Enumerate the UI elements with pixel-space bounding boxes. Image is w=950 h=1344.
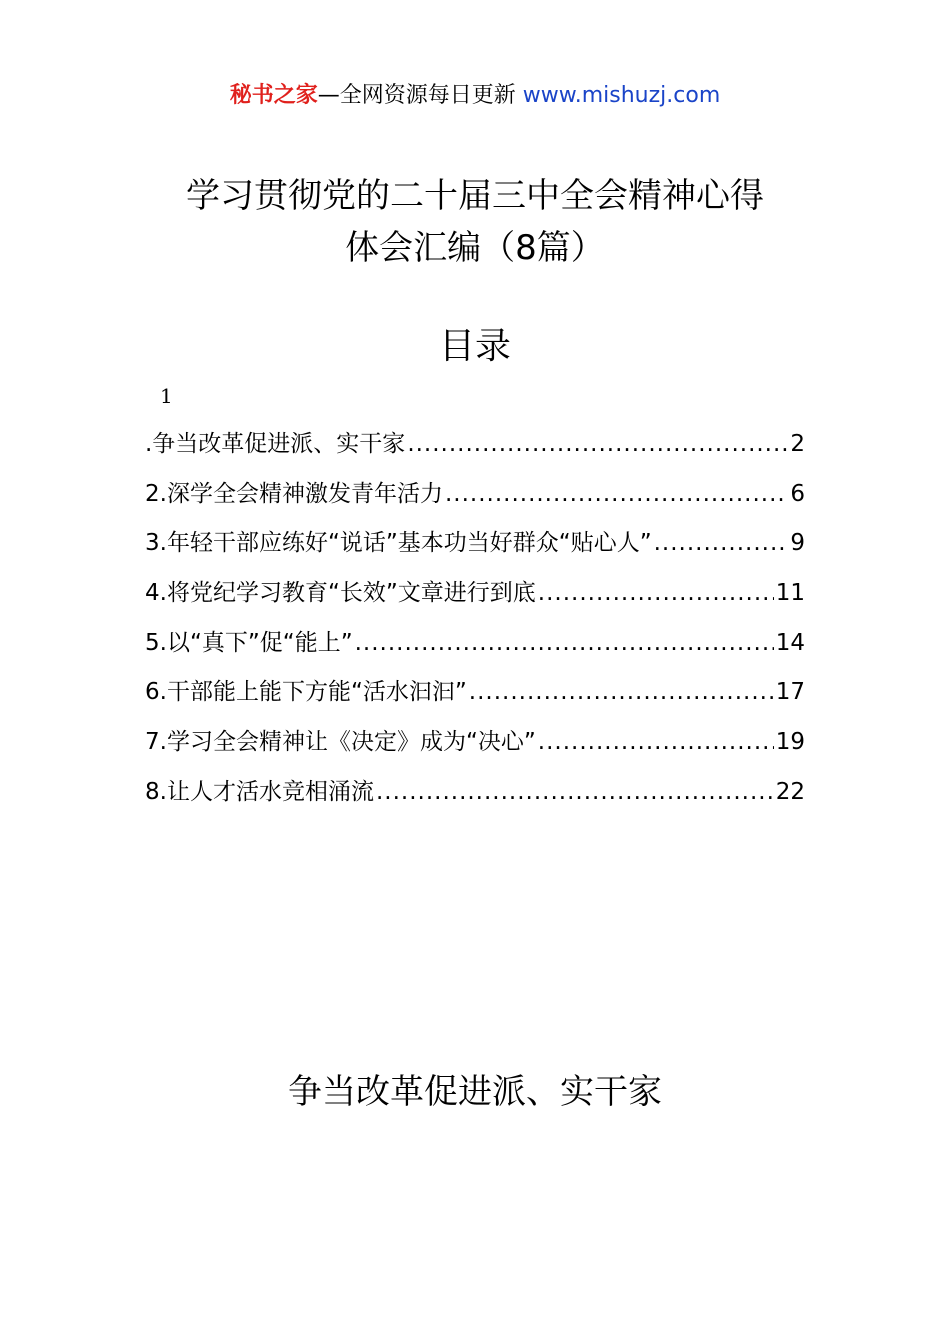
document-title-line-1: 学习贯彻党的二十届三中全会精神心得 bbox=[186, 176, 764, 216]
toc-item-page: 19 bbox=[775, 729, 805, 756]
toc-dot-leader bbox=[538, 571, 774, 615]
toc-item-title: 8.让人才活水竞相涌流 bbox=[145, 778, 374, 805]
toc-item-6[interactable] bbox=[145, 670, 805, 720]
toc-item-title: 6.干部能上能下方能“活水汩汩” bbox=[145, 679, 467, 706]
toc-item-title: 4.将党纪学习教育“长效”文章进行到底 bbox=[145, 580, 536, 607]
toc-heading: 目录 bbox=[438, 326, 511, 367]
toc-item-page: 6 bbox=[790, 480, 805, 507]
toc-item-page: 2 bbox=[790, 431, 805, 457]
document-title bbox=[0, 170, 950, 274]
toc-item-2[interactable] bbox=[145, 472, 805, 522]
toc-item-5[interactable] bbox=[145, 621, 805, 671]
site-tagline: —全网资源每日更新 bbox=[317, 83, 523, 108]
toc-dot-leader bbox=[407, 422, 788, 466]
toc-dot-leader bbox=[445, 472, 788, 516]
toc-dot-leader bbox=[376, 770, 774, 814]
document-title-line-2: 体会汇编（8篇） bbox=[345, 228, 605, 268]
toc-item-3[interactable] bbox=[145, 521, 805, 571]
toc-item-1[interactable] bbox=[145, 422, 805, 472]
toc-item-title: 2.深学全会精神激发青年活力 bbox=[145, 480, 443, 507]
toc-item-title: 5.以“真下”促“能上” bbox=[145, 629, 353, 656]
toc-item-8[interactable] bbox=[145, 770, 805, 820]
toc-item-title: 3.年轻干部应练好“说话”基本功当好群众“贴心人” bbox=[145, 530, 652, 557]
toc-dot-leader bbox=[355, 621, 774, 665]
toc-item-title: 7.学习全会精神让《决定》成为“决心” bbox=[145, 729, 536, 756]
toc-dot-leader bbox=[469, 670, 774, 714]
toc-dot-leader bbox=[654, 521, 789, 565]
toc-item-7[interactable] bbox=[145, 720, 805, 770]
toc-item-page: 14 bbox=[775, 629, 805, 656]
toc-item-title: .争当改革促进派、实干家 bbox=[145, 431, 406, 457]
toc-item-page: 22 bbox=[775, 778, 805, 805]
toc-first-number: 1 bbox=[160, 384, 173, 408]
brand-name: 秘书之家 bbox=[229, 83, 318, 108]
toc-item-4[interactable] bbox=[145, 571, 805, 621]
table-of-contents bbox=[145, 422, 805, 820]
site-url-link[interactable]: www.mishuzj.com bbox=[522, 83, 721, 108]
toc-dot-leader bbox=[538, 720, 774, 764]
section-title: 争当改革促进派、实干家 bbox=[288, 1072, 662, 1112]
toc-item-page: 9 bbox=[790, 530, 805, 557]
toc-item-page: 17 bbox=[775, 679, 805, 706]
toc-item-page: 11 bbox=[775, 580, 805, 607]
site-header bbox=[0, 80, 950, 112]
